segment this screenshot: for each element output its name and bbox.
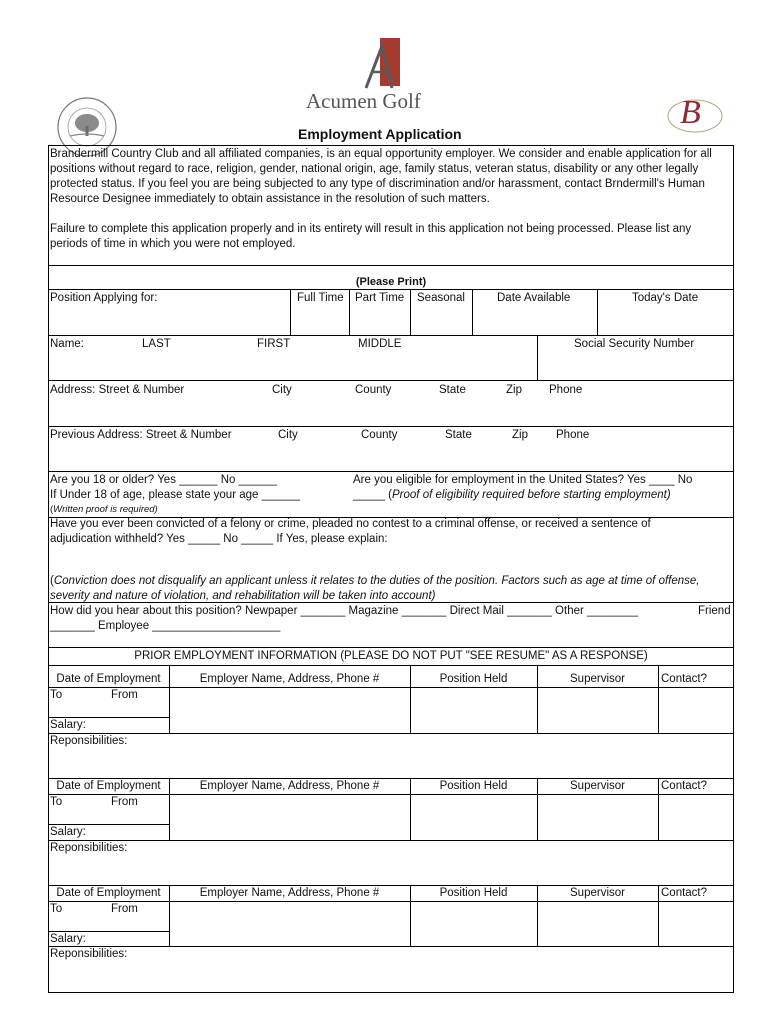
from-field[interactable]: From <box>111 796 138 808</box>
salary-field[interactable]: Salary: <box>50 826 86 838</box>
header-position-held: Position Held <box>439 673 508 685</box>
address-phone-field[interactable]: Phone <box>549 384 583 396</box>
responsibilities-field[interactable]: Reponsibilities: <box>50 735 128 747</box>
prior-employment-title: PRIOR EMPLOYMENT INFORMATION (PLEASE DO NOT PUT "SEE RESUME" AS A RESPONSE) <box>134 650 648 662</box>
header-employer: Employer Name, Address, Phone # <box>199 673 380 685</box>
header-position-held: Position Held <box>439 780 508 792</box>
address-zip-field[interactable]: Zip <box>506 384 522 396</box>
intro-failure-paragraph: Failure to complete this application properly and in its entirety will result in this application not being processed. Please list any periods of time in which you were not employed. <box>50 223 692 250</box>
from-field[interactable]: From <box>111 903 138 915</box>
header-supervisor: Supervisor <box>570 780 625 792</box>
under-18-age-question[interactable]: If Under 18 of age, please state your age ______ <box>50 489 300 501</box>
address-street-field[interactable]: Address: Street & Number <box>50 384 185 396</box>
seasonal-option[interactable]: Seasonal <box>417 292 465 304</box>
acumen-logo <box>362 38 402 90</box>
first-name-field[interactable]: FIRST <box>257 338 291 350</box>
proof-line <box>353 488 671 502</box>
hear-employee-line[interactable]: _______ Employee ____________________ <box>50 620 281 632</box>
proof-blank[interactable]: _____ ( <box>353 489 393 501</box>
right-logo-letter: B <box>680 94 701 131</box>
written-proof-note: Written proof is required) <box>53 504 158 515</box>
part-time-option[interactable]: Part Time <box>355 292 405 304</box>
address-county-field[interactable]: County <box>355 384 392 396</box>
written-proof-line <box>50 503 158 517</box>
full-time-option[interactable]: Full Time <box>297 292 344 304</box>
header-contact: Contact? <box>661 673 708 685</box>
from-field[interactable]: From <box>111 689 138 701</box>
note-open: ( <box>50 575 54 587</box>
hear-friend-option[interactable]: Friend <box>698 605 731 617</box>
proof-note: Proof of eligibility required before starting employment) <box>392 489 671 501</box>
age-question[interactable]: Are you 18 or older? Yes ______ No ______ <box>50 474 277 486</box>
name-label: Name: <box>50 338 84 350</box>
prev-address-phone-field[interactable]: Phone <box>556 429 590 441</box>
hear-about-question[interactable]: How did you hear about this position? Newpaper _______ Magazine _______ Direct Mail _______ Other ________ <box>50 605 639 617</box>
eligibility-question[interactable]: Are you eligible for employment in the United States? Yes ____ No <box>353 474 693 486</box>
header-supervisor: Supervisor <box>570 673 625 685</box>
address-state-field[interactable]: State <box>439 384 466 396</box>
header-employer: Employer Name, Address, Phone # <box>199 887 380 899</box>
page-title: Employment Application <box>298 126 462 142</box>
ssn-field[interactable]: Social Security Number <box>574 338 695 350</box>
to-field[interactable]: To <box>50 796 63 808</box>
prev-address-state-field[interactable]: State <box>445 429 472 441</box>
header-date-of-employment: Date of Employment <box>56 673 161 685</box>
last-name-field[interactable]: LAST <box>142 338 171 350</box>
brand-name: Acumen Golf <box>306 89 421 113</box>
please-print: (Please Print) <box>355 276 427 288</box>
to-field[interactable]: To <box>50 689 63 701</box>
position-applying-label[interactable]: Position Applying for: <box>50 292 158 304</box>
salary-field[interactable]: Salary: <box>50 933 86 945</box>
intro-eeo-paragraph: Brandermill Country Club and all affiliated companies, is an equal opportunity employer. We consider and enable application for all positions without regard to race, religion, gender, national origin, age, family status, veteran status, disability or any other legally protected status. If you feel you are being subjected to any type of discrimination and/or harassment, contact Brndermill's Human Resource Designee immediately to obtain assistance in the resolution of such matters. <box>50 148 712 205</box>
conviction-note-1 <box>50 574 700 588</box>
header-contact: Contact? <box>661 780 708 792</box>
prev-address-city-field[interactable]: City <box>278 429 298 441</box>
written-open: ( <box>50 504 54 515</box>
conviction-note-text-1: Conviction does not disqualify an applicant unless it relates to the duties of the position. Factors such as age at time of offense, <box>53 575 700 587</box>
middle-name-field[interactable]: MIDDLE <box>358 338 402 350</box>
application-form <box>48 145 734 993</box>
salary-field[interactable]: Salary: <box>50 719 86 731</box>
header-date-of-employment: Date of Employment <box>56 780 161 792</box>
header-date-of-employment: Date of Employment <box>56 887 161 899</box>
to-field[interactable]: To <box>50 903 63 915</box>
header-contact: Contact? <box>661 887 708 899</box>
conviction-note-2: severity and nature of violation, and rehabilitation will be taken into account) <box>50 590 436 602</box>
header-supervisor: Supervisor <box>570 887 625 899</box>
felony-answer-line[interactable]: adjudication withheld? Yes _____ No _____ If Yes, please explain: <box>50 533 388 545</box>
felony-question: Have you ever been convicted of a felony or crime, pleaded no contest to a criminal offense, or received a sentence of <box>50 518 651 530</box>
prev-address-street-field[interactable]: Previous Address: Street & Number <box>50 429 232 441</box>
header-employer: Employer Name, Address, Phone # <box>199 780 380 792</box>
prev-address-zip-field[interactable]: Zip <box>512 429 528 441</box>
todays-date-field[interactable]: Today's Date <box>632 292 699 304</box>
responsibilities-field[interactable]: Reponsibilities: <box>50 948 128 960</box>
address-city-field[interactable]: City <box>272 384 292 396</box>
prev-address-county-field[interactable]: County <box>361 429 398 441</box>
acumen-letter <box>370 60 371 74</box>
date-available-field[interactable]: Date Available <box>497 292 571 304</box>
responsibilities-field[interactable]: Reponsibilities: <box>50 842 128 854</box>
header-position-held: Position Held <box>439 887 508 899</box>
